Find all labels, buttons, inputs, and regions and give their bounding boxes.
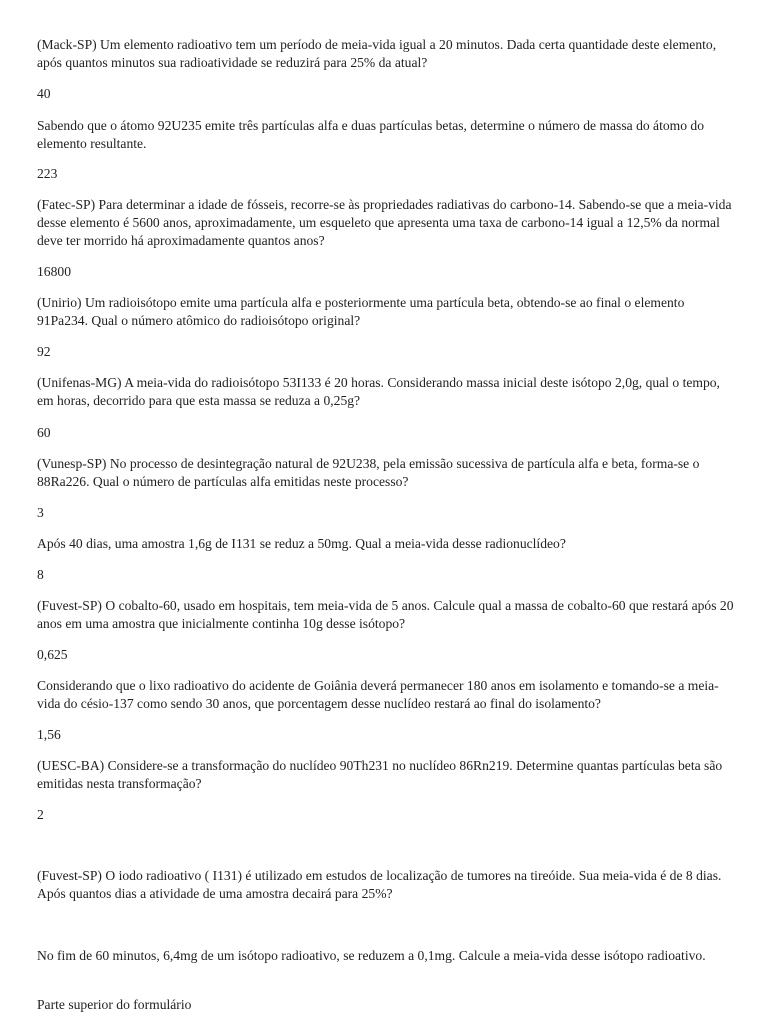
answer-text: 0,625 [37, 647, 68, 662]
question-text: (UESC-BA) Considere-se a transformação do nuclídeo 90Th231 no nuclídeo 86Rn219. Determine quantas partículas beta são emitidas nesta transformação? [37, 758, 723, 791]
answer-text: 16800 [37, 264, 71, 279]
question-text: (Unifenas-MG) A meia-vida do radioisótopo 53I133 é 20 horas. Considerando massa inicial deste isótopo 2,0g, qual o tempo, em horas, decorrido para que esta massa se reduza a 0,25g? [37, 375, 720, 408]
question-text: (Fuvest-SP) O cobalto-60, usado em hospitais, tem meia-vida de 5 anos. Calcule qual a massa de cobalto-60 que restará após 20 anos em uma amostra que inicialmente continha 10g desse isótopo? [37, 598, 734, 631]
answer-text: 2 [37, 807, 44, 822]
answer-text: 1,56 [37, 727, 61, 742]
answer-text: 40 [37, 86, 51, 101]
answer-text: 60 [37, 425, 51, 440]
answer-text: 8 [37, 567, 44, 582]
question-text: Considerando que o lixo radioativo do acidente de Goiânia deverá permanecer 180 anos em isolamento e tomando-se a meia-vida do césio-137 como sendo 30 anos, que porcentagem desse nuclídeo restará ao final do isolamento? [37, 678, 719, 711]
question-text: Sabendo que o átomo 92U235 emite três partículas alfa e duas partículas betas, determine o número de massa do átomo do elemento resultante. [37, 118, 705, 151]
answer-text: 223 [37, 166, 58, 181]
answer-text: 92 [37, 344, 51, 359]
question-text: (Fuvest-SP) O iodo radioativo ( I131) é utilizado em estudos de localização de tumores na tireóide. Sua meia-vida é de 8 dias. Após quantos dias a atividade de uma amostra decairá para 25%? [37, 868, 722, 901]
question-text: No fim de 60 minutos, 6,4mg de um isótopo radioativo, se reduzem a 0,1mg. Calcule a meia-vida desse isótopo radioativo. [37, 948, 706, 963]
form-top-label: Parte superior do formulário [37, 997, 192, 1012]
question-text: Após 40 dias, uma amostra 1,6g de I131 se reduz a 50mg. Qual a meia-vida desse radionuclídeo? [37, 536, 566, 551]
question-text: (Fatec-SP) Para determinar a idade de fósseis, recorre-se às propriedades radiativas do carbono-14. Sabendo-se que a meia-vida desse elemento é 5600 anos, aproximadamente, um esqueleto que apresenta uma taxa de carbono-14 igual a 12,5% da normal deve ter morrido há aproximadamente quantos anos? [37, 197, 732, 248]
answer-text: 3 [37, 505, 44, 520]
question-text: (Vunesp-SP) No processo de desintegração natural de 92U238, pela emissão sucessiva de partícula alfa e beta, forma-se o 88Ra226. Qual o número de partículas alfa emitidas neste processo? [37, 456, 700, 489]
question-text: (Unirio) Um radioisótopo emite uma partícula alfa e posteriormente uma partícula beta, obtendo-se ao final o elemento 91Pa234. Qual o número atômico do radioisótopo original? [37, 295, 685, 328]
question-text: (Mack-SP) Um elemento radioativo tem um período de meia-vida igual a 20 minutos. Dada certa quantidade deste elemento, após quantos minutos sua radioatividade se reduzirá para 25% da atual? [37, 37, 717, 70]
